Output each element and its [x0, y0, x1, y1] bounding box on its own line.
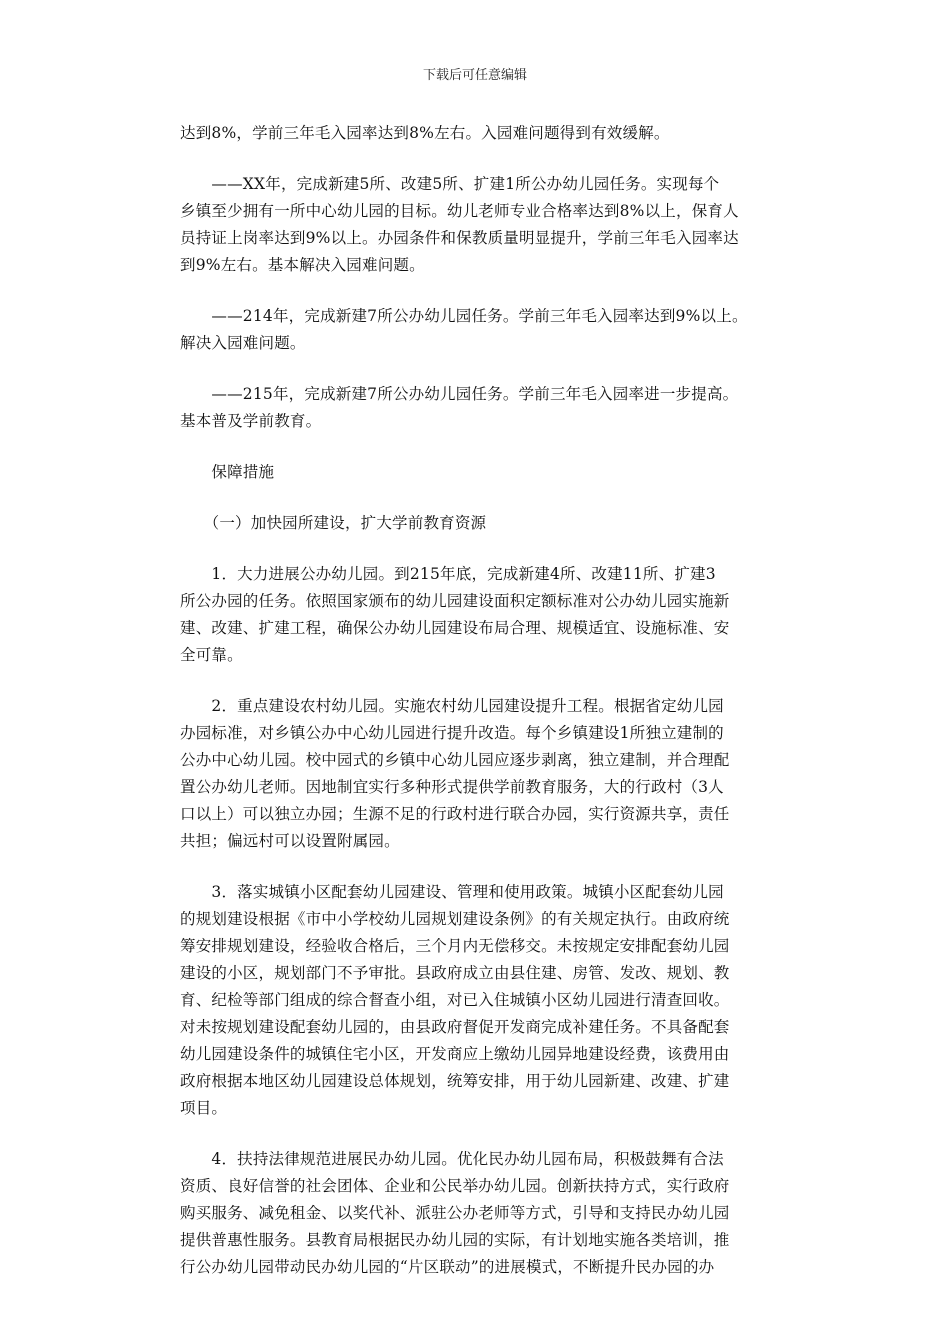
text-line: 购买服务、减免租金、以奖代补、派驻公办老师等方式，引导和支持民办幼儿园	[180, 1204, 730, 1222]
paragraph	[180, 693, 780, 855]
paragraph	[180, 510, 780, 537]
text-line: 3．落实城镇小区配套幼儿园建设、管理和使用政策。城镇小区配套幼儿园	[180, 883, 724, 901]
text-line: 口以上）可以独立办园；生源不足的行政村进行联合办园，实行资源共享，责任	[180, 805, 730, 823]
text-line: 育、纪检等部门组成的综合督查小组，对已入住城镇小区幼儿园进行清查回收。	[180, 991, 730, 1009]
text-line: 幼儿园建设条件的城镇住宅小区，开发商应上缴幼儿园异地建设经费，该费用由	[180, 1045, 730, 1063]
paragraph	[180, 459, 780, 486]
text-line: 政府根据本地区幼儿园建设总体规划，统筹安排，用于幼儿园新建、改建、扩建	[180, 1072, 730, 1090]
text-line: 资质、良好信誉的社会团体、企业和公民举办幼儿园。创新扶持方式，实行政府	[180, 1177, 730, 1195]
document-body	[180, 120, 780, 1305]
text-line: ——XX年，完成新建5所、改建5所、扩建1所公办幼儿园任务。实现每个	[180, 175, 720, 193]
text-line: ——215年，完成新建7所公办幼儿园任务。学前三年毛入园率进一步提高。	[180, 385, 739, 403]
text-line: 的规划建设根据《市中小学校幼儿园规划建设条例》的有关规定执行。由政府统	[180, 910, 730, 928]
paragraph	[180, 381, 780, 435]
paragraph	[180, 120, 780, 147]
text-line: 基本普及学前教育。	[180, 412, 322, 430]
text-line: 乡镇至少拥有一所中心幼儿园的目标。幼儿老师专业合格率达到8%以上，保育人	[180, 202, 739, 220]
page-header: 下载后可任意编辑	[422, 68, 527, 83]
paragraph	[180, 561, 780, 669]
text-line: 共担；偏远村可以设置附属园。	[180, 832, 400, 850]
text-line: 建设的小区，规划部门不予审批。县政府成立由县住建、房管、发改、规划、教	[180, 964, 730, 982]
text-line: 筹安排规划建设，经验收合格后，三个月内无偿移交。未按规定安排配套幼儿园	[180, 937, 730, 955]
text-line: （一）加快园所建设，扩大学前教育资源	[180, 514, 487, 532]
text-line: 员持证上岗率达到9%以上。办园条件和保教质量明显提升，学前三年毛入园率达	[180, 229, 739, 247]
paragraph	[180, 1146, 780, 1281]
text-line: 提供普惠性服务。县教育局根据民办幼儿园的实际，有计划地实施各类培训，推	[180, 1231, 730, 1249]
text-line: 解决入园难问题。	[180, 334, 306, 352]
paragraph	[180, 303, 780, 357]
text-line: 公办中心幼儿园。校中园式的乡镇中心幼儿园应逐步剥离，独立建制，并合理配	[180, 751, 730, 769]
text-line: 1．大力进展公办幼儿园。到215年底，完成新建4所、改建11所、扩建3	[180, 565, 716, 583]
text-line: 所公办园的任务。依照国家颁布的幼儿园建设面积定额标准对公办幼儿园实施新	[180, 592, 730, 610]
text-line: 建、改建、扩建工程，确保公办幼儿园建设布局合理、规模适宜、设施标准、安	[180, 619, 730, 637]
text-line: 2．重点建设农村幼儿园。实施农村幼儿园建设提升工程。根据省定幼儿园	[180, 697, 724, 715]
text-line: 全可靠。	[180, 646, 243, 664]
text-line: 保障措施	[180, 463, 275, 481]
text-line: 行公办幼儿园带动民办幼儿园的“片区联动”的进展模式，不断提升民办园的办	[180, 1258, 715, 1276]
text-line: 项目。	[180, 1099, 228, 1117]
text-line: 4．扶持法律规范进展民办幼儿园。优化民办幼儿园布局，积极鼓舞有合法	[180, 1150, 724, 1168]
text-line: ——214年，完成新建7所公办幼儿园任务。学前三年毛入园率达到9%以上。	[180, 307, 748, 325]
text-line: 对未按规划建设配套幼儿园的，由县政府督促开发商完成补建任务。不具备配套	[180, 1018, 730, 1036]
text-line: 办园标准，对乡镇公办中心幼儿园进行提升改造。每个乡镇建设1所独立建制的	[180, 724, 724, 742]
paragraph	[180, 879, 780, 1122]
text-line: 达到8%，学前三年毛入园率达到8%左右。入园难问题得到有效缓解。	[180, 124, 670, 142]
text-line: 到9%左右。基本解决入园难问题。	[180, 256, 425, 274]
text-line: 置公办幼儿老师。因地制宜实行多种形式提供学前教育服务，大的行政村（3人	[180, 778, 724, 796]
paragraph	[180, 171, 780, 279]
